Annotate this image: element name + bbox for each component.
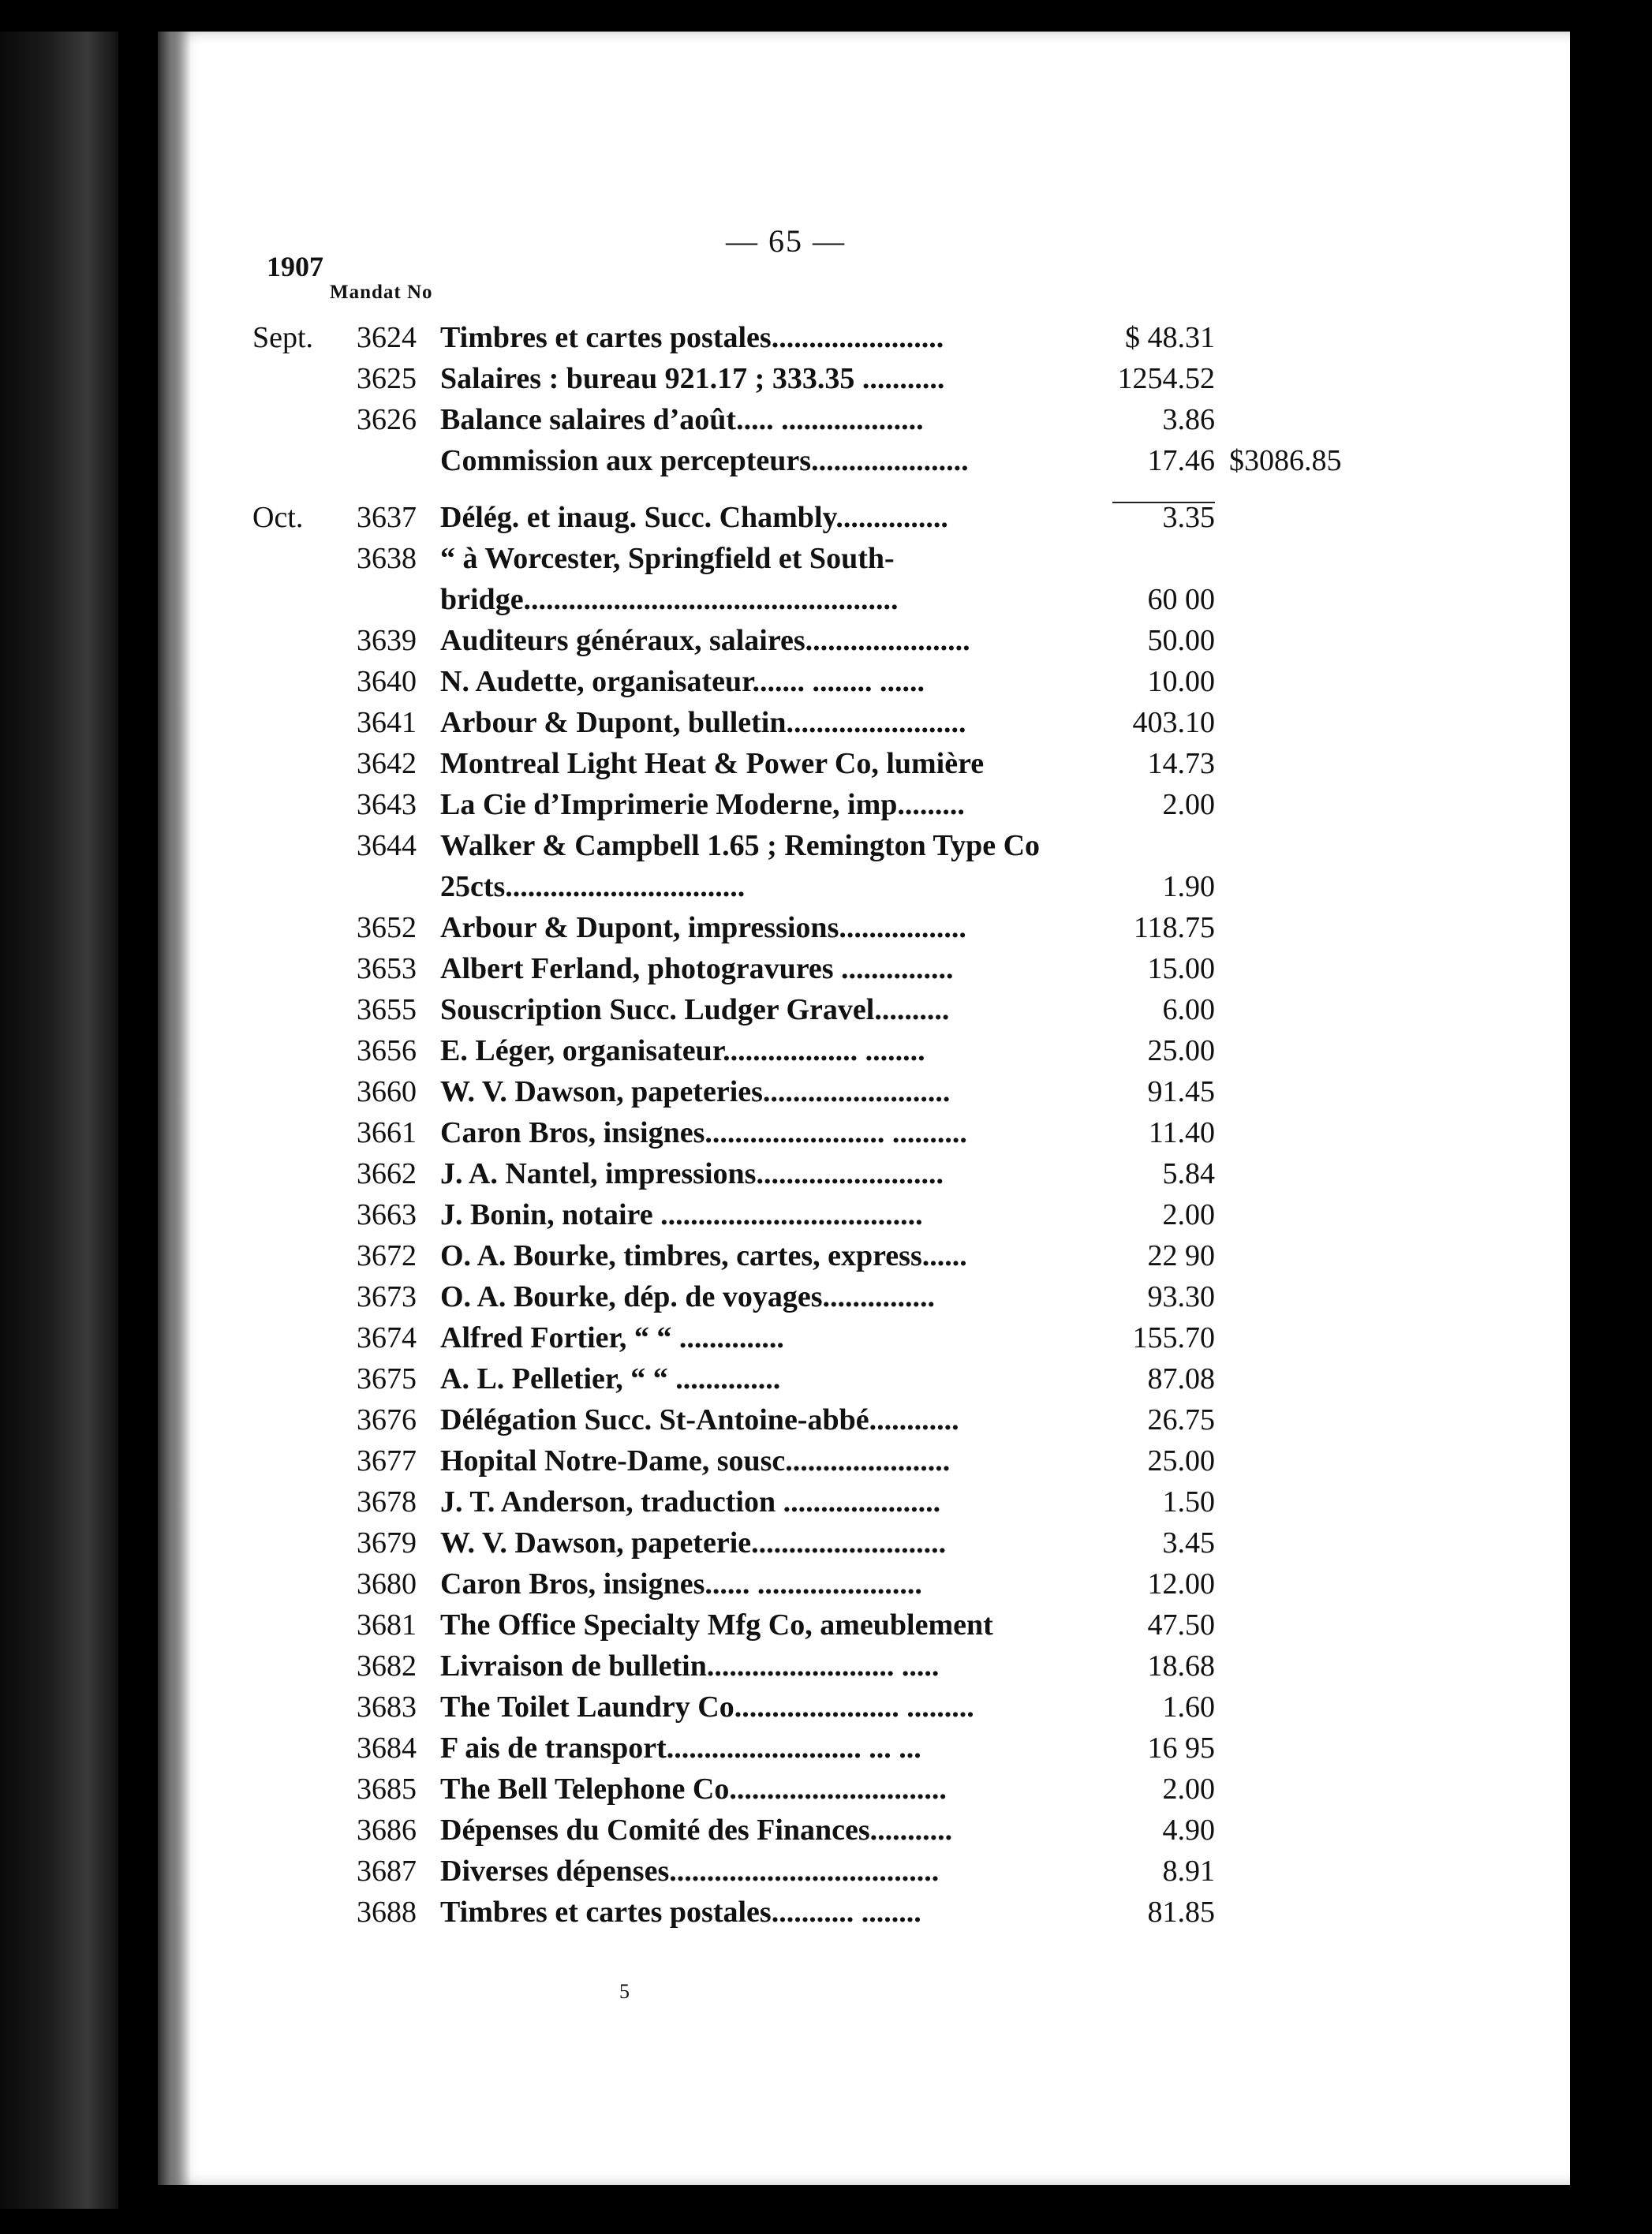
mandat-number: 3653 <box>357 952 417 985</box>
mandat-number: 3682 <box>357 1649 417 1683</box>
mandat-number: 3626 <box>357 403 417 436</box>
mandat-number: 3688 <box>357 1896 417 1929</box>
ledger-row <box>0 1687 1652 1728</box>
ledger-row <box>0 1728 1652 1769</box>
ledger-row <box>0 399 1652 440</box>
ledger-row <box>0 743 1652 784</box>
ledger-row <box>0 620 1652 661</box>
entry-description: The Bell Telephone Co............................. <box>440 1773 947 1806</box>
ledger-row <box>0 1194 1652 1235</box>
year-heading: 1907 <box>267 251 323 282</box>
ledger-row <box>0 948 1652 989</box>
ledger-row <box>0 440 1652 481</box>
entry-amount: 18.68 <box>1147 1649 1215 1683</box>
ledger-row <box>0 1399 1652 1440</box>
entry-description: The Office Specialty Mfg Co, ameublement <box>440 1608 993 1642</box>
ledger-row <box>0 1646 1652 1687</box>
mandat-number: 3662 <box>357 1157 417 1190</box>
mandat-number: 3637 <box>357 501 417 534</box>
ledger-row <box>0 1030 1652 1071</box>
mandat-number: 3681 <box>357 1608 417 1642</box>
ledger-row <box>0 1440 1652 1481</box>
entry-description: Albert Ferland, photogravures ............... <box>440 952 954 985</box>
mandat-number: 3642 <box>357 747 417 780</box>
ledger-row <box>0 1317 1652 1358</box>
ledger-row <box>0 1769 1652 1810</box>
entry-description: Balance salaires d’août..... ................... <box>440 403 924 436</box>
entry-amount: 2.00 <box>1162 1198 1215 1231</box>
entry-description: Livraison de bulletin......................... ..... <box>440 1649 940 1683</box>
ledger-row <box>0 317 1652 358</box>
mandat-number: 3641 <box>357 706 417 739</box>
ledger-row <box>0 1481 1652 1522</box>
entry-amount: 1254.52 <box>1117 362 1215 395</box>
ledger-row <box>0 825 1652 907</box>
entry-description: Hopital Notre-Dame, sousc...................... <box>440 1444 951 1478</box>
entry-total: $3086.85 <box>1229 444 1342 477</box>
ledger-row <box>0 702 1652 743</box>
ledger-row <box>0 358 1652 399</box>
entry-description: J. A. Nantel, impressions......................... <box>440 1157 944 1190</box>
entry-description: Caron Bros, insignes........................ .......... <box>440 1116 967 1149</box>
mandat-number: 3675 <box>357 1362 417 1395</box>
entry-description: La Cie d’Imprimerie Moderne, imp......... <box>440 788 965 821</box>
mandat-number: 3685 <box>357 1773 417 1806</box>
signature-mark: 5 <box>619 1980 630 2003</box>
mandat-number: 3661 <box>357 1116 417 1149</box>
entry-month: Oct. <box>252 501 304 534</box>
mandat-number: 3672 <box>357 1239 417 1272</box>
mandat-number: 3676 <box>357 1403 417 1436</box>
entry-amount: 22 90 <box>1147 1239 1215 1272</box>
entry-description: Arbour & Dupont, bulletin........................ <box>440 706 966 739</box>
mandat-number: 3680 <box>357 1567 417 1601</box>
entry-description: Timbres et cartes postales....................... <box>440 321 944 354</box>
entry-description: Souscription Succ. Ludger Gravel.......... <box>440 993 950 1026</box>
entry-amount: 3.35 <box>1162 501 1215 534</box>
entry-amount: 8.91 <box>1162 1855 1215 1888</box>
entry-description: Commission aux percepteurs..................... <box>440 444 969 477</box>
entry-description: Arbour & Dupont, impressions................. <box>440 911 966 944</box>
entry-description: Montreal Light Heat & Power Co, lumière <box>440 747 985 780</box>
ledger-row <box>0 1892 1652 1933</box>
entry-description: N. Audette, organisateur....... ........ ...... <box>440 665 925 698</box>
mandat-number: 3663 <box>357 1198 417 1231</box>
mandat-number: 3684 <box>357 1732 417 1765</box>
ledger-row <box>0 1235 1652 1276</box>
entry-description: O. A. Bourke, timbres, cartes, express...... <box>440 1239 967 1272</box>
entry-description: Alfred Fortier, “ “ .............. <box>440 1321 784 1354</box>
mandat-number: 3687 <box>357 1855 417 1888</box>
ledger-row <box>0 538 1652 620</box>
entry-amount: 17.46 <box>1147 444 1215 477</box>
mandat-number: 3638 <box>357 542 417 575</box>
entry-description: Timbres et cartes postales........... ........ <box>440 1896 921 1929</box>
mandat-number: 3643 <box>357 788 417 821</box>
mandat-number: 3652 <box>357 911 417 944</box>
mandat-number: 3679 <box>357 1526 417 1560</box>
entry-amount: 3.86 <box>1162 403 1215 436</box>
mandat-number: 3674 <box>357 1321 417 1354</box>
ledger-row <box>0 661 1652 702</box>
ledger-entries <box>0 317 1652 1933</box>
total-rule <box>1112 502 1215 503</box>
mandat-number: 3639 <box>357 624 417 657</box>
mandat-number: 3624 <box>357 321 417 354</box>
mandat-number: 3660 <box>357 1075 417 1108</box>
mandat-number: 3683 <box>357 1690 417 1724</box>
ledger-row <box>0 1071 1652 1112</box>
mandat-number: 3644 <box>357 829 417 862</box>
entry-description: Caron Bros, insignes...... ...................... <box>440 1567 922 1601</box>
ledger-row <box>0 989 1652 1030</box>
ledger-row <box>0 1276 1652 1317</box>
entry-amount: 47.50 <box>1147 1608 1215 1642</box>
entry-amount: 25.00 <box>1147 1034 1215 1067</box>
entry-amount: 50.00 <box>1147 624 1215 657</box>
ledger-row <box>0 1522 1652 1563</box>
entry-description: W. V. Dawson, papeterie.......................... <box>440 1526 947 1560</box>
entry-amount: 26.75 <box>1147 1403 1215 1436</box>
mandat-column-label: Mandat No <box>330 282 433 303</box>
ledger-row <box>0 1851 1652 1892</box>
entry-description: J. T. Anderson, traduction ..................... <box>440 1485 941 1519</box>
entry-description: F ais de transport.......................... ... ... <box>440 1732 921 1765</box>
entry-amount: 93.30 <box>1147 1280 1215 1313</box>
mandat-number: 3640 <box>357 665 417 698</box>
ledger-row <box>0 1605 1652 1646</box>
entry-description: Délég. et inaug. Succ. Chambly............... <box>440 501 948 534</box>
entry-amount: 10.00 <box>1147 665 1215 698</box>
entry-description: A. L. Pelletier, “ “ .............. <box>440 1362 781 1395</box>
ledger-row <box>0 1112 1652 1153</box>
entry-description: Salaires : bureau 921.17 ; 333.35 ........... <box>440 362 945 395</box>
page-number: — 65 — <box>726 223 846 259</box>
entry-amount: 1.50 <box>1162 1485 1215 1519</box>
ledger-row <box>0 1153 1652 1194</box>
entry-amount: 403.10 <box>1132 706 1215 739</box>
entry-description: Auditeurs généraux, salaires...................... <box>440 624 970 657</box>
entry-amount: 12.00 <box>1147 1567 1215 1601</box>
ledger-row <box>0 907 1652 948</box>
entry-description: W. V. Dawson, papeteries......................... <box>440 1075 951 1108</box>
ledger-row <box>0 1358 1652 1399</box>
mandat-number: 3673 <box>357 1280 417 1313</box>
entry-amount: 91.45 <box>1147 1075 1215 1108</box>
ledger-row <box>0 784 1652 825</box>
entry-amount: 81.85 <box>1147 1896 1215 1929</box>
entry-amount: 60 00 <box>1147 583 1215 616</box>
entry-description: “ à Worcester, Springfield et South-bridge.................................................. <box>440 542 899 616</box>
entry-amount: 16 95 <box>1147 1732 1215 1765</box>
entry-month: Sept. <box>252 321 314 354</box>
entry-amount: 2.00 <box>1162 788 1215 821</box>
entry-amount: 15.00 <box>1147 952 1215 985</box>
mandat-number: 3625 <box>357 362 417 395</box>
entry-description: Diverses dépenses.................................... <box>440 1855 940 1888</box>
entry-amount: 2.00 <box>1162 1773 1215 1806</box>
entry-amount: 14.73 <box>1147 747 1215 780</box>
entry-amount: 87.08 <box>1147 1362 1215 1395</box>
entry-amount: 1.90 <box>1162 870 1215 903</box>
entry-description: J. Bonin, notaire ................................... <box>440 1198 923 1231</box>
mandat-number: 3655 <box>357 993 417 1026</box>
entry-amount: 6.00 <box>1162 993 1215 1026</box>
entry-amount: $ 48.31 <box>1125 321 1215 354</box>
entry-description: E. Léger, organisateur.................. ........ <box>440 1034 925 1067</box>
entry-amount: 118.75 <box>1133 911 1215 944</box>
entry-description: Délégation Succ. St-Antoine-abbé............ <box>440 1403 959 1436</box>
mandat-number: 3686 <box>357 1814 417 1847</box>
mandat-number: 3656 <box>357 1034 417 1067</box>
entry-amount: 4.90 <box>1162 1814 1215 1847</box>
ledger-row <box>0 497 1652 538</box>
entry-amount: 3.45 <box>1162 1526 1215 1560</box>
entry-amount: 1.60 <box>1162 1690 1215 1724</box>
entry-amount: 155.70 <box>1132 1321 1215 1354</box>
entry-description: The Toilet Laundry Co...................... ......... <box>440 1690 974 1724</box>
entry-amount: 5.84 <box>1162 1157 1215 1190</box>
entry-description: Walker & Campbell 1.65 ; Remington Type Co 25cts................................ <box>440 829 1041 903</box>
entry-amount: 25.00 <box>1147 1444 1215 1478</box>
entry-description: Dépenses du Comité des Finances........... <box>440 1814 953 1847</box>
ledger-row <box>0 1810 1652 1851</box>
entry-description: O. A. Bourke, dép. de voyages............... <box>440 1280 936 1313</box>
ledger-row <box>0 1563 1652 1605</box>
mandat-number: 3678 <box>357 1485 417 1519</box>
entry-amount: 11.40 <box>1148 1116 1215 1149</box>
mandat-number: 3677 <box>357 1444 417 1478</box>
